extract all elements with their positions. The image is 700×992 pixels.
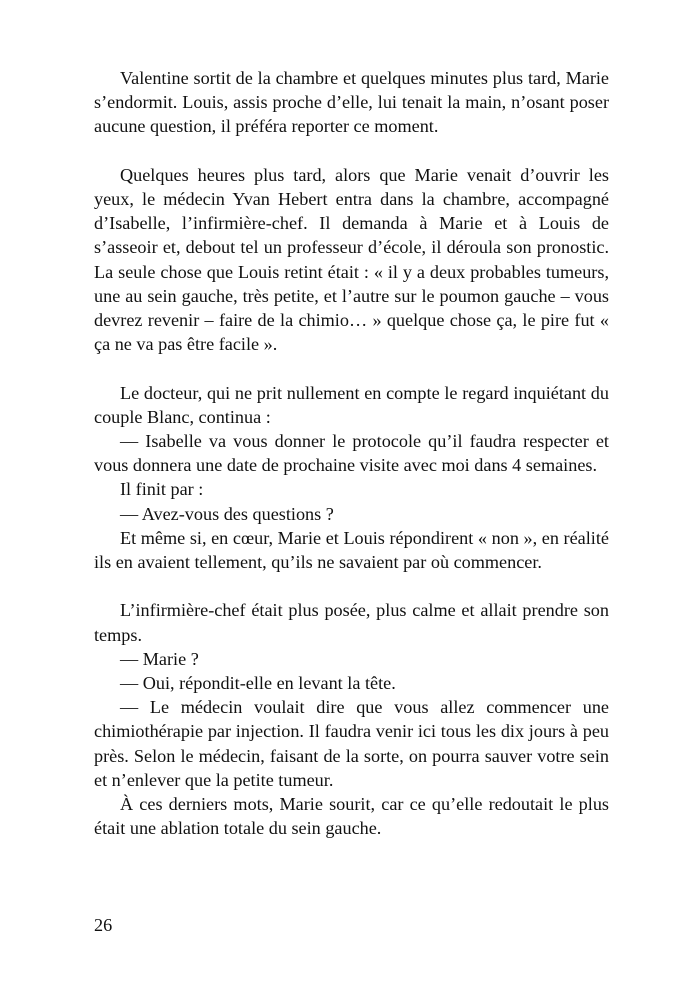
paragraph: Il finit par : [120, 479, 204, 500]
paragraph: À ces derniers mots, Marie sourit, car ce qu’elle redoutait le plus était une ablation totale du sein gauche. [94, 794, 609, 839]
dialogue-line: — Isabelle va vous donner le protocole qu’il faudra respecter et vous donnera une date de prochaine visite avec moi dans 4 semaines. [94, 431, 609, 476]
paragraph: L’infirmière-chef était plus posée, plus calme et allait prendre son temps. [94, 600, 609, 645]
dialogue-line: — Oui, répondit-elle en levant la tête. [120, 673, 396, 694]
paragraph: Et même si, en cœur, Marie et Louis répondirent « non », en réalité ils en avaient tellement, qu’ils ne savaient par où commencer. [94, 527, 609, 573]
paragraph: Le docteur, qui ne prit nullement en compte le regard inquiétant du couple Blanc, continua : [94, 382, 609, 427]
section-gap [94, 139, 609, 163]
paragraph: Quelques heures plus tard, alors que Marie venait d’ouvrir les yeux, le médecin Yvan Hebert entra dans la chambre, accompagné d’Isabelle, l’infirmière-chef. Il demanda à Marie et à Louis de s’asseoir et, debout tel un professeur d’école, il déroula son pronostic. La seule chose que Louis retint était : « il y a deux probables tumeurs, une au sein gauche, très petite, et l’autre sur le poumon gauche – vous devrez revenir – faire de la chimio… » quelque chose ça, le pire fut « ça ne va pas être facile ». [94, 164, 609, 355]
paragraph: Valentine sortit de la chambre et quelques minutes plus tard, Marie s’endormit. Louis, assis proche d’elle, lui tenait la main, n’osant poser aucune question, il préféra reporter ce moment. [94, 68, 609, 137]
body-text [94, 66, 609, 840]
dialogue-line: — Avez-vous des questions ? [120, 503, 334, 524]
page-number: 26 [94, 915, 113, 935]
dialogue-line: — Le médecin voulait dire que vous allez commencer une chimiothérapie par injection. Il faudra venir ici tous les dix jours à peu près. Selon le médecin, faisant de la sorte, on pourra sauver votre sein et n’enlever que la petite tumeur. [94, 697, 609, 790]
dialogue-line: — Marie ? [120, 648, 199, 669]
section-gap [94, 574, 609, 598]
section-gap [94, 356, 609, 380]
